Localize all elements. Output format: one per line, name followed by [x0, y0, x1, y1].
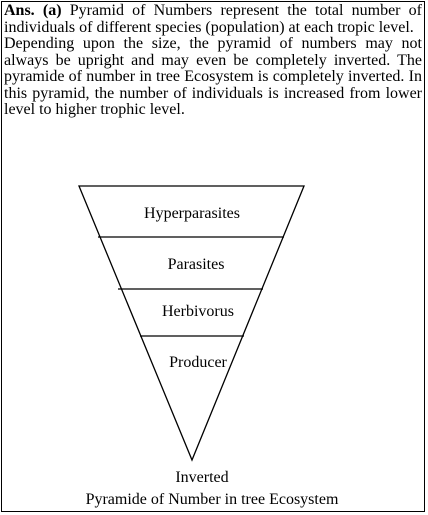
caption-title: Pyramide of Number in tree Ecosystem	[85, 491, 339, 508]
level-label-parasites: Parasites	[167, 256, 225, 273]
answer-paragraph-2: Depending upon the size, the pyramid of numbers may not always be upright and may even be completely inverted. The pyramide of number in tree Ecosystem is completely inverted. In this pyramid, the number of individuals is increased from lower level to higher trophic level.	[4, 35, 422, 118]
pyramid-outline	[79, 186, 304, 460]
caption-inverted: Inverted	[175, 469, 229, 486]
level-label-hyperparasites: Hyperparasites	[144, 205, 240, 222]
answer-prefix: Ans. (a)	[4, 2, 62, 19]
level-label-producer: Producer	[169, 354, 227, 371]
level-label-herbivorus: Herbivorus	[162, 303, 234, 320]
paragraph-1-text: Pyramid of Numbers represent the total number of individuals of different species (population) at each tropic level.	[4, 2, 423, 36]
